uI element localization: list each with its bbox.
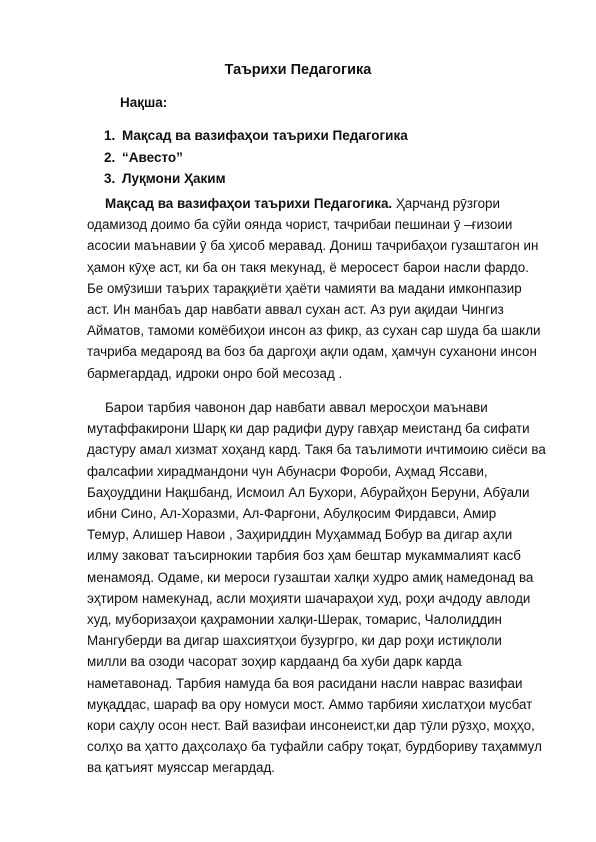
paragraph-line: Темур, Алишер Навои , Заҳириддин Муҳаммад Бобур ва дигар аҳли xyxy=(87,527,513,543)
paragraph-line: кори саҳлу осон нест. Вай вазифаи инсонеист,ки дар тӯли рӯзҳо, моҳҳо, xyxy=(87,718,535,734)
paragraph-line: тачриба медарояд ва боз ба даргоҳи ақли одам, ҳамчун суханони инсон xyxy=(87,344,537,360)
plan-item-text: Мақсад ва вазифаҳои таърихи Педагогика xyxy=(122,128,408,143)
paragraph-line: ҳамон кӯҳе аст, ки ба он такя мекунад, ё меросест барои насли фардо. xyxy=(87,259,529,275)
plan-item-number: 2. xyxy=(104,149,116,165)
paragraph-line: менамояд. Одаме, ки мероси гузаштаи халқи худро амиқ намедонад ва xyxy=(87,569,534,585)
paragraph-line: милли ва озоди часорат зоҳир кардаанд ба хуби дарк карда xyxy=(87,654,462,670)
paragraph-line: асосии маънавии ӯ ба ҳисоб меравад. Дониш тачрибаҳои гузаштагон ин xyxy=(87,238,539,254)
document-title: Таърихи Педагогика xyxy=(224,62,372,78)
paragraph-line: Айматов, тамоми комёбиҳои инсон аз фикр, аз сухан сар шуда ба шакли xyxy=(87,323,541,339)
paragraph-line: ва қатъият муяссар мегардад. xyxy=(87,760,276,776)
paragraph-line: Баҳоуддини Нақшбанд, Исмоил Ал Бухори, Абурайҳон Беруни, Абӯали xyxy=(87,484,530,500)
paragraph-2 xyxy=(87,397,557,779)
paragraph-line: эҳтиром намекунад, асли моҳияти шачараҳои худ, роҳи ачдоду авлоди xyxy=(87,590,531,606)
paragraph-line: Мангуберди ва дигар шахсиятҳои бузургро, ки дар роҳи истиқлоли xyxy=(87,633,502,649)
paragraph-line: одамизод доимо ба сӯйи оянда чорист, тачрибаи пешинаи ӯ –ғизоии xyxy=(87,217,513,233)
paragraph-line: бармегардад, идроки онро бой месозад . xyxy=(87,365,343,381)
paragraph-lead: Мақсад ва вазифаҳои таърихи Педагогика. xyxy=(105,196,393,211)
paragraph-line xyxy=(87,193,557,214)
paragraph-line-text: Ҳарчанд рӯзгори xyxy=(392,196,500,211)
paragraph-1 xyxy=(87,193,557,384)
plan-item-text: Луқмони Ҳаким xyxy=(122,171,226,186)
plan-list xyxy=(104,125,408,190)
plan-item-number: 1. xyxy=(104,128,116,143)
paragraph-line: ибни Сино, Ал-Хоразми, Ал-Фарғони, Абулқосим Фирдавси, Амир xyxy=(87,506,497,522)
paragraph-line: худ, муборизаҳои қаҳрамонии халқи-Шерак, томарис, Чалолиддин xyxy=(87,612,502,628)
paragraph-line: Барои тарбия чавонон дар навбати аввал меросҳои маънави xyxy=(105,400,488,415)
plan-item xyxy=(104,147,408,169)
paragraph-line: мутаффакирони Шарқ ки дар радифи дуру гавҳар меистанд ба сифати xyxy=(87,421,530,437)
plan-item-text: “Авесто” xyxy=(122,149,183,165)
plan-item xyxy=(104,125,408,147)
paragraph-line: Бе омӯзиши таърих тараққиёти ҳаёти чамияти ва мадани имконпазир xyxy=(87,280,522,296)
paragraph-line: илму заковат таъсирнокии тарбия боз ҳам бештар мукаммалият касб xyxy=(87,548,521,564)
paragraph-line: солҳо ва ҳатто даҳсолаҳо ба туфайли сабру тоқат, бурдбориву таҳаммул xyxy=(87,739,542,755)
paragraph-line: фалсафии хирадмандони чун Абунасри Фороби, Аҳмад Яссави, xyxy=(87,463,488,479)
plan-item-number: 3. xyxy=(104,171,116,186)
paragraph-line: наметавонад. Тарбия намуда ба воя расидани насли наврас вазифаи xyxy=(87,675,523,691)
paragraph-line: аст. Ин манбаъ дар навбати аввал сухан аст. Аз руи ақидаи Чингиз xyxy=(87,302,504,318)
paragraph-line: муқаддас, шараф ва ору номуси мост. Аммо тарбияи хислатҳои мусбат xyxy=(87,696,533,712)
plan-label: Нақша: xyxy=(120,95,168,110)
paragraph-line: дастуру амал хизмат хоҳанд кард. Такя ба таълимоти ичтимоию сиёси ва xyxy=(87,442,546,458)
plan-item xyxy=(104,168,408,190)
